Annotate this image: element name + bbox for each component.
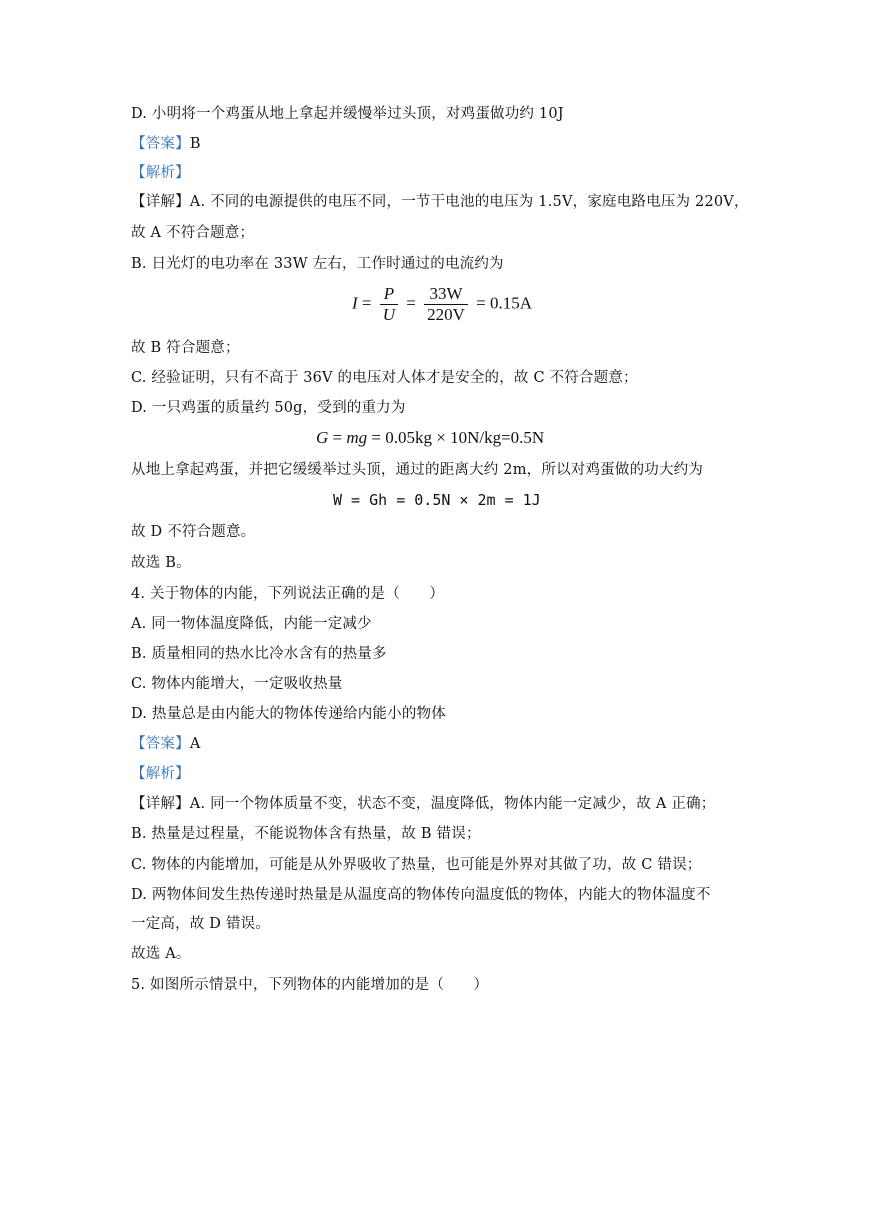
eq1-equals: = [361,293,372,313]
detail-line-d-work: 从地上拿起鸡蛋，并把它缓缓举过头顶，通过的距离大约 2m，所以对鸡蛋做的功大约为 [131,462,704,478]
question-4-option-b: B. 质量相同的热水比冷水含有的热量多 [131,646,387,662]
detail-line-b-conclusion: 故 B 符合题意； [131,340,240,356]
eq1-lhs: I [352,293,358,313]
q4-detail-b: B. 热量是过程量，不能说物体含有热量，故 B 错误； [131,826,481,842]
q4-detail-c: C. 物体的内能增加，可能是从外界吸收了热量，也可能是外界对其做了功，故 C 错误； [131,857,702,873]
eq1-equals-2: = [406,293,416,313]
detail-line-a-cont: 故 A 不符合题意； [131,225,255,241]
eq1-fraction-symbolic [380,284,398,325]
answer-line [131,134,201,154]
equation-gravity [316,428,544,448]
question-4-stem: 4. 关于物体的内能，下列说法正确的是（ ） [131,586,445,602]
eq2-lhs: G [316,428,329,447]
detail-line-d-conclusion: 故 D 不符合题意。 [131,524,256,540]
eq1-frac1-denominator: U [380,304,398,325]
answer-tag: 【答案】 [131,136,190,152]
choose-a-line: 故选 A。 [131,946,191,962]
answer-value: B [189,136,201,152]
equation-work: W = Gh = 0.5N × 2m = 1J [333,491,541,509]
q4-detail-d: D. 两物体间发生热传递时热量是从温度高的物体传向温度低的物体，内能大的物体温度不 [131,887,711,903]
eq2-equals: = [328,428,347,447]
eq1-result: = 0.15A [476,293,533,313]
q4-detail-d-cont: 一定高，故 D 错误。 [131,916,271,932]
analysis-tag-q4: 【解析】 [131,766,190,782]
option-d-line: D. 小明将一个鸡蛋从地上拿起并缓慢举过头顶，对鸡蛋做功约 10J [131,106,564,122]
eq1-frac2-denominator: 220V [424,304,468,325]
answer-tag-q4: 【答案】 [131,736,190,752]
eq1-fraction-numeric [424,284,468,325]
eq2-mg: mg [346,428,368,447]
choose-b-line: 故选 B。 [131,555,191,571]
q4-detail-a: 【详解】A. 同一个物体质量不变，状态不变，温度降低，物体内能一定减少，故 A 正确； [131,796,716,812]
detail-line-a: 【详解】A. 不同的电源提供的电压不同，一节干电池的电压为 1.5V，家庭电路电压为 220V， [131,194,749,210]
question-4-option-a: A. 同一物体温度降低，内能一定减少 [131,616,372,632]
answer-line-q4 [131,734,200,754]
question-4-option-d: D. 热量总是由内能大的物体传递给内能小的物体 [131,706,446,722]
answer-value-q4: A [189,736,201,752]
eq1-frac2-numerator: 33W [429,284,463,303]
equation-current [352,284,532,325]
detail-line-c: C. 经验证明，只有不高于 36V 的电压对人体才是安全的，故 C 不符合题意； [131,370,638,386]
detail-line-b: B. 日光灯的电功率在 33W 左右，工作时通过的电流约为 [131,256,504,272]
detail-line-d: D. 一只鸡蛋的质量约 50g，受到的重力为 [131,400,406,416]
question-4-option-c: C. 物体内能增大，一定吸收热量 [131,676,343,692]
analysis-tag: 【解析】 [131,165,190,181]
eq1-frac1-numerator: P [383,284,395,303]
eq2-rest: = 0.05kg × 10N/kg=0.5N [367,428,545,447]
question-5-stem: 5. 如图所示情景中，下列物体的内能增加的是（ ） [131,977,489,993]
